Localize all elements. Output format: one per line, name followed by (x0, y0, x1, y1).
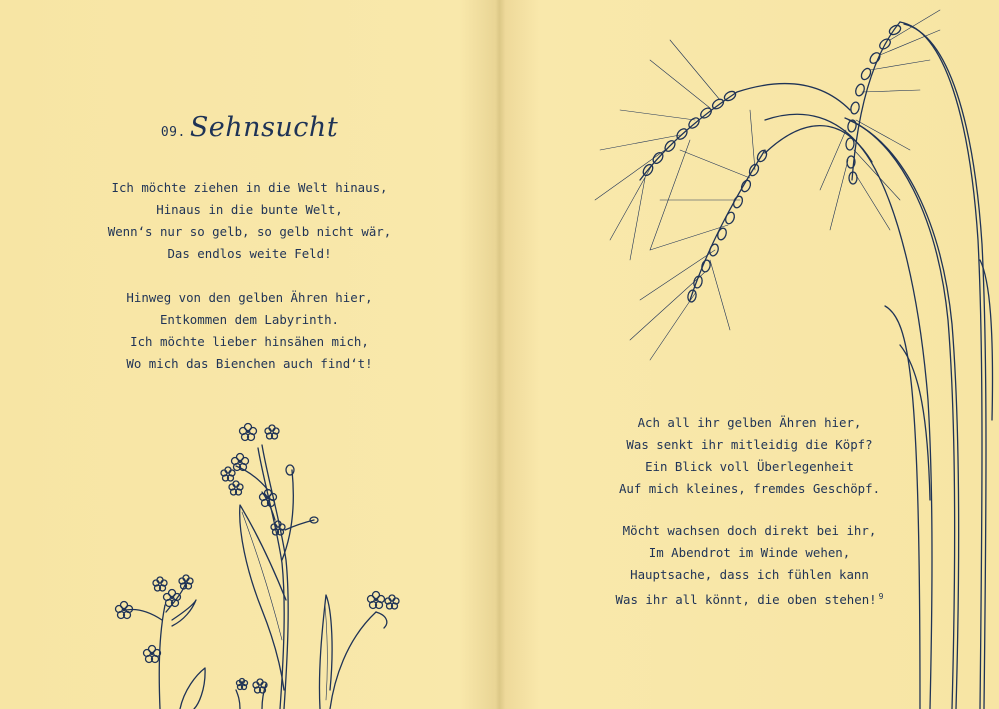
verse-line: Im Abendrot im Winde wehen, (648, 545, 851, 560)
poem-number: 09. (160, 125, 186, 140)
poem-title: Sehnsucht (189, 112, 339, 143)
verse-line: Ich möchte ziehen in die Welt hinaus, (111, 180, 388, 195)
verse-line: Entkommen dem Labyrinth. (159, 312, 340, 327)
verse-line: Was ihr all könnt, die oben stehen! (615, 592, 877, 608)
verse-line: Hauptsache, dass ich fühlen kann (630, 567, 869, 582)
verse-line: Auf mich kleines, fremdes Geschöpf. (618, 481, 881, 496)
stanza-3 (500, 412, 999, 500)
verse-line: Hinaus in die bunte Welt, (156, 202, 343, 217)
wheat-ear (630, 110, 768, 360)
verse-line: Wo mich das Bienchen auch find‘t! (126, 356, 373, 371)
left-page (0, 0, 499, 709)
verse-line: Das endlos weite Feld! (167, 246, 332, 261)
verse-line: Hinweg von den gelben Ähren hier, (126, 290, 373, 305)
wheat-ear (820, 10, 940, 230)
right-page (500, 0, 999, 709)
verse-line: Wenn‘s nur so gelb, so gelb nicht wär, (107, 224, 392, 239)
stanza-4 (500, 520, 999, 611)
footnote-marker: 9 (878, 592, 884, 601)
verse-line: Was senkt ihr mitleidig die Köpf? (626, 437, 873, 452)
verse-line-last (500, 586, 999, 611)
flower-cluster (116, 424, 400, 694)
verse-line: Ach all ihr gelben Ähren hier, (637, 415, 862, 430)
wheat-ear (595, 40, 737, 260)
verse-line: Ich möchte lieber hinsähen mich, (130, 334, 369, 349)
verse-line: Möcht wachsen doch direkt bei ihr, (622, 523, 877, 538)
forget-me-not-illustration (0, 0, 499, 709)
verse-line: Ein Blick voll Überlegenheit (645, 459, 854, 474)
